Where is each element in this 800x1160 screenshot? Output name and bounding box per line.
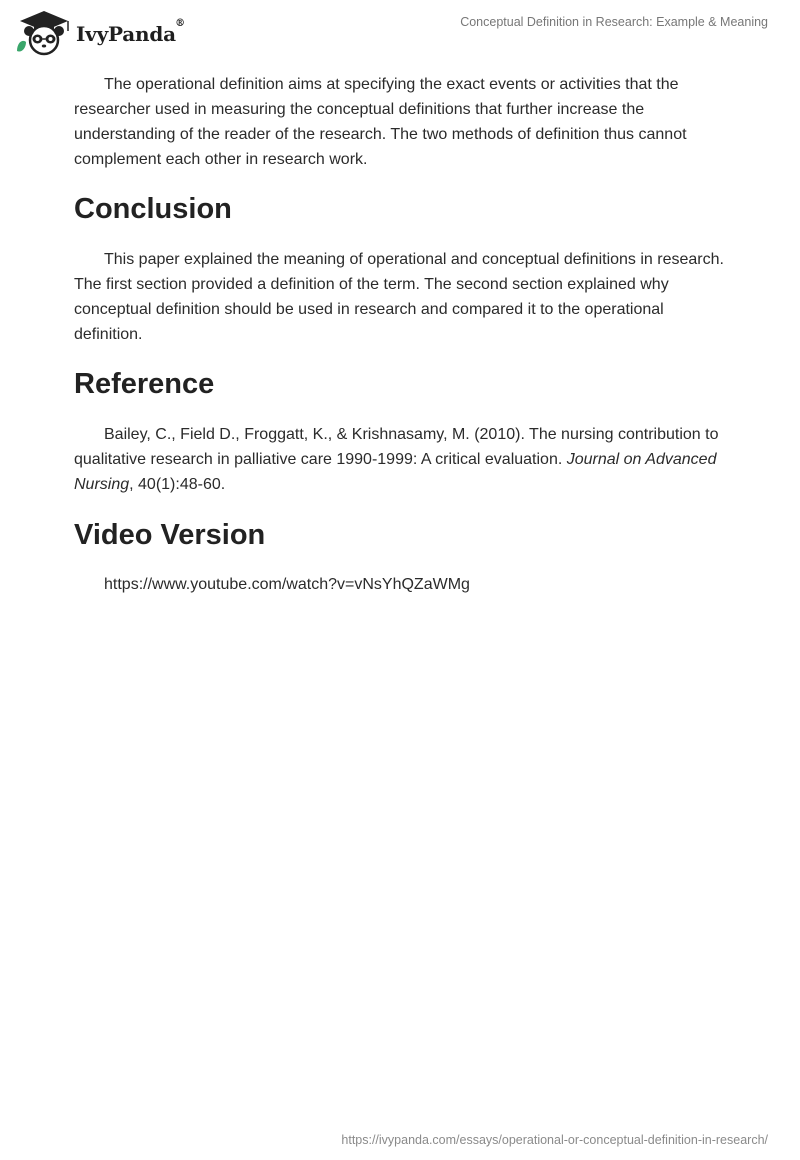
conclusion-paragraph: This paper explained the meaning of operational and conceptual definitions in research. The first section provided a definition of the term. The second section explained why conceptual definition should be used in research and compared it to the operational definition. bbox=[74, 251, 724, 343]
citation-main: Bailey, C., Field D., Froggatt, K., & Krishnasamy, M. (2010). The nursing contribution to qualitative research in palliative care 1990-1999: A critical evaluation. bbox=[74, 426, 719, 468]
reference-citation bbox=[74, 422, 734, 497]
video-version-heading: Video Version bbox=[74, 519, 266, 551]
video-url[interactable]: https://www.youtube.com/watch?v=vNsYhQZaWMg bbox=[104, 576, 470, 593]
reference-heading: Reference bbox=[74, 368, 215, 400]
registered-mark: ® bbox=[175, 18, 185, 29]
intro-paragraph: The operational definition aims at specifying the exact events or activities that the researcher used in measuring the conceptual definitions that further increase the understanding of the reader of the research. The two methods of definition thus cannot complement each other in research work. bbox=[74, 76, 687, 168]
conclusion-heading: Conclusion bbox=[74, 193, 232, 225]
page-footer-url[interactable]: https://ivypanda.com/essays/operational-or-conceptual-definition-in-research/ bbox=[341, 1133, 768, 1147]
ivypanda-logo[interactable] bbox=[14, 9, 185, 57]
citation-tail: , 40(1):48-60. bbox=[129, 476, 226, 493]
citation-journal: Journal on Advanced Nursing bbox=[74, 451, 717, 493]
logo-name: IvyPanda bbox=[76, 22, 176, 46]
essay-content bbox=[74, 72, 734, 597]
logo-wordmark bbox=[76, 18, 185, 46]
panda-graduate-icon bbox=[14, 9, 74, 57]
page-header-title: Conceptual Definition in Research: Example & Meaning bbox=[460, 15, 768, 29]
